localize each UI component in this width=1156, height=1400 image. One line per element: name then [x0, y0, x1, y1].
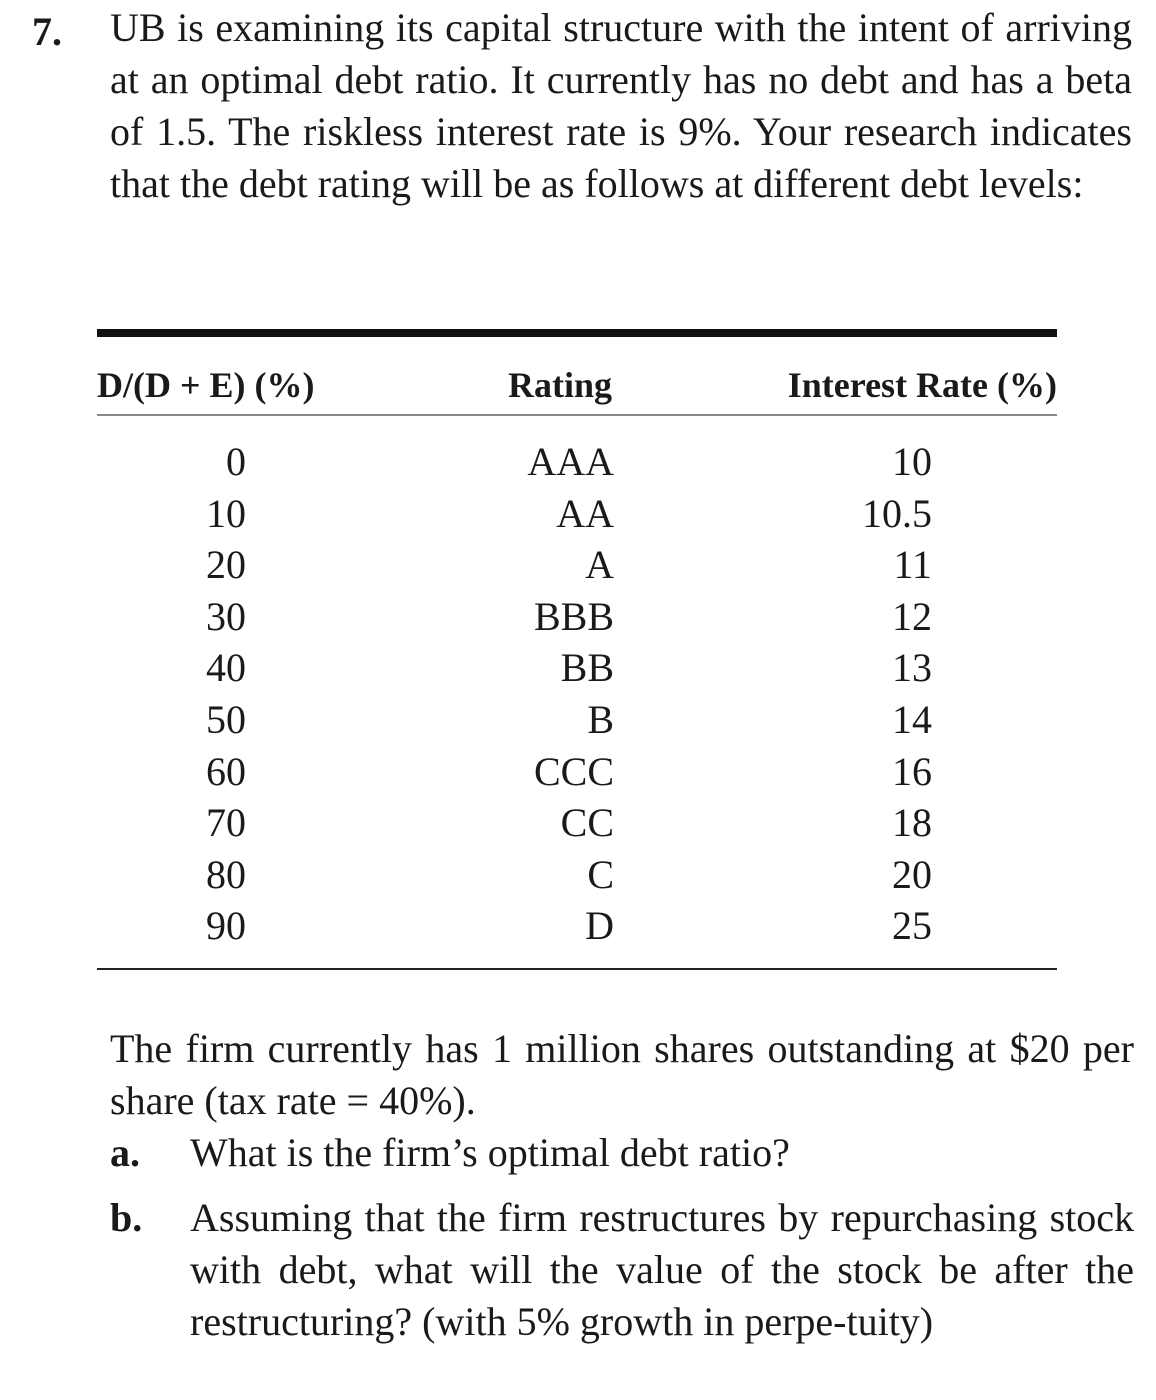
cell-debt-ratio: 90 — [206, 903, 246, 949]
cell-debt-ratio: 0 — [226, 439, 246, 484]
table-body — [0, 436, 1156, 952]
cell-debt-ratio: 40 — [206, 645, 246, 691]
cell-debt-ratio: 70 — [206, 800, 246, 846]
cell-interest-rate: 10 — [892, 439, 932, 484]
cell-interest-rate: 13 — [892, 645, 932, 691]
table-row — [0, 849, 1156, 901]
cell-rating: B — [587, 696, 614, 742]
header-debt-ratio: D/(D + E) (%) — [97, 365, 315, 405]
table-row — [0, 488, 1156, 540]
table-row — [0, 797, 1156, 849]
cell-rating: BBB — [533, 593, 614, 639]
cell-interest-rate: 16 — [892, 748, 932, 794]
cell-interest-rate: 12 — [892, 593, 932, 639]
cell-rating: C — [587, 851, 614, 897]
table-row — [0, 591, 1156, 643]
cell-debt-ratio: 20 — [206, 542, 246, 588]
cell-rating: BB — [560, 645, 614, 691]
header-interest-rate: Interest Rate (%) — [787, 365, 1057, 405]
cell-debt-ratio: 50 — [206, 696, 246, 742]
header-rating: Rating — [507, 365, 612, 405]
table-row — [0, 642, 1156, 694]
table-row — [0, 539, 1156, 591]
question-b-text: Assuming that the firm restructures by repurchasing stock with debt, what will the value of the stock be after the restructuring? (with 5% growth in perpe-tuity) — [190, 1195, 1134, 1344]
cell-debt-ratio: 60 — [206, 748, 246, 794]
problem-number: 7. — [32, 9, 62, 54]
cell-rating: D — [585, 903, 614, 949]
table-row — [0, 900, 1156, 952]
table-top-rule — [97, 329, 1057, 337]
cell-debt-ratio: 30 — [206, 593, 246, 639]
cell-rating: AA — [556, 490, 614, 536]
problem-intro: UB is examining its capital structure with the intent of arriving at an optimal debt ratio. It currently has no debt and has a beta of 1.5. The riskless interest rate is 9%. Your research indicates that the debt rating will be as follows at different debt levels: — [110, 5, 1132, 206]
cell-rating: CCC — [533, 748, 614, 794]
cell-interest-rate: 10.5 — [862, 490, 932, 536]
cell-debt-ratio: 10 — [206, 490, 246, 536]
cell-debt-ratio: 80 — [206, 851, 246, 897]
question-a-label: a. — [110, 1130, 140, 1175]
table-row — [0, 436, 1156, 488]
table-row — [0, 694, 1156, 746]
table-bottom-rule — [97, 968, 1057, 970]
table-row — [0, 746, 1156, 798]
question-b-label: b. — [110, 1195, 143, 1240]
cell-rating: CC — [560, 800, 614, 846]
cell-interest-rate: 25 — [892, 903, 932, 949]
cell-interest-rate: 18 — [892, 800, 932, 846]
firm-info-paragraph: The firm currently has 1 million shares outstanding at $20 per share (tax rate = 40%). — [110, 1026, 1134, 1123]
table-header-rule — [97, 414, 1057, 416]
cell-rating: A — [585, 542, 614, 588]
cell-rating: AAA — [527, 439, 614, 484]
cell-interest-rate: 14 — [892, 696, 932, 742]
question-a-text: What is the firm’s optimal debt ratio? — [190, 1130, 790, 1175]
cell-interest-rate: 20 — [892, 851, 932, 897]
cell-interest-rate: 11 — [893, 542, 932, 588]
